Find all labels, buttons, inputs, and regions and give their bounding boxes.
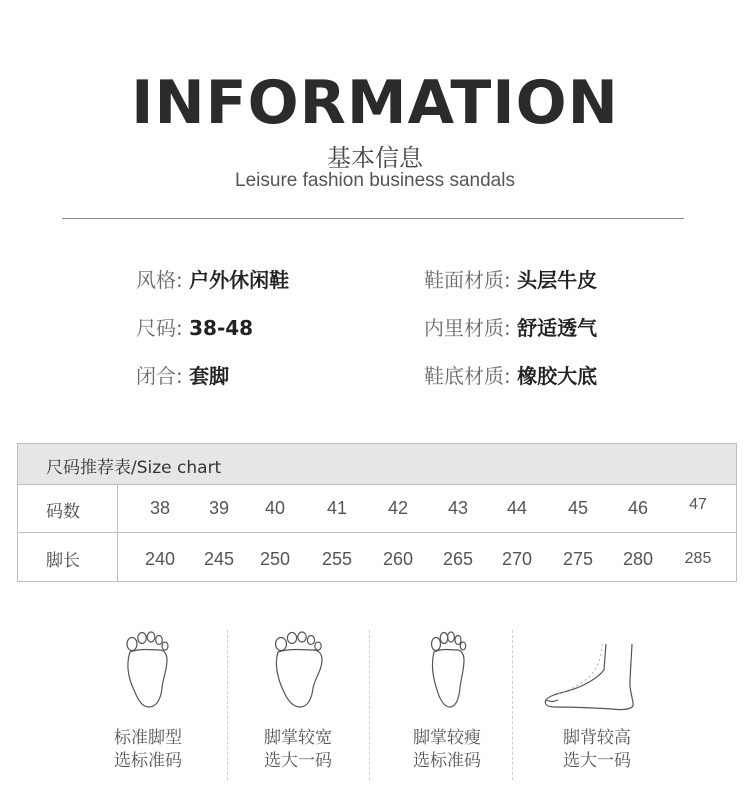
thin-foot-icon (424, 630, 474, 710)
spec-value: 户外休闲鞋 (189, 268, 290, 292)
foot-caption-line1: 标准脚型 (114, 728, 182, 748)
high-instep-foot-icon (540, 640, 640, 712)
table-row-foot-length (18, 533, 736, 581)
table-row-size (18, 484, 736, 533)
length-cell: 285 (684, 550, 712, 567)
foot-caption-line1: 脚掌较瘦 (413, 728, 481, 748)
guide-divider (369, 630, 370, 780)
size-cell: 40 (264, 498, 286, 518)
size-chart-title: 尺码推荐表/Size chart (46, 458, 222, 478)
size-cell: 45 (567, 498, 589, 518)
foot-caption-line2: 选标准码 (413, 751, 481, 771)
size-cell: 43 (447, 498, 469, 518)
spec-key: 鞋面材质: (424, 268, 511, 292)
page-title: INFORMATION (131, 68, 619, 138)
standard-foot-icon (120, 630, 176, 710)
foot-caption-line2: 选标准码 (114, 751, 182, 771)
length-cell: 280 (622, 549, 654, 569)
spec-upper-material (424, 268, 597, 292)
spec-key: 鞋底材质: (424, 364, 511, 388)
foot-caption-line2: 选大一码 (563, 751, 631, 771)
spec-value: 38-48 (189, 316, 254, 340)
size-chart-header (18, 444, 736, 485)
length-cell: 265 (442, 549, 474, 569)
header-divider (62, 218, 684, 219)
length-cell: 275 (562, 549, 594, 569)
spec-value: 橡胶大底 (517, 364, 598, 388)
wide-foot-icon (270, 630, 330, 710)
size-cell: 38 (149, 498, 171, 518)
spec-lining-material (424, 316, 597, 340)
size-cell: 39 (208, 498, 230, 518)
spec-key: 内里材质: (424, 316, 511, 340)
spec-key: 风格: (136, 268, 183, 292)
length-cell: 240 (144, 549, 176, 569)
subtitle-chinese: 基本信息 (327, 144, 423, 172)
subtitle-english: Leisure fashion business sandals (235, 170, 515, 191)
size-chart-table (17, 443, 737, 582)
spec-size (136, 316, 253, 340)
spec-key: 闭合: (136, 364, 183, 388)
length-cell: 250 (259, 549, 291, 569)
spec-sole-material (424, 364, 597, 388)
length-cell: 245 (203, 549, 235, 569)
size-cell: 47 (689, 496, 707, 513)
spec-closure (136, 364, 229, 388)
foot-caption-line1: 脚背较高 (563, 728, 631, 748)
size-cell: 46 (627, 498, 649, 518)
row-label: 码数 (46, 502, 80, 522)
foot-caption-line1: 脚掌较宽 (264, 728, 332, 748)
size-cell: 42 (387, 498, 409, 518)
spec-value: 套脚 (189, 364, 230, 388)
length-cell: 270 (501, 549, 533, 569)
size-cell: 41 (326, 498, 348, 518)
size-cell: 44 (506, 498, 528, 518)
length-cell: 255 (321, 549, 353, 569)
spec-key: 尺码: (136, 316, 183, 340)
row-label: 脚长 (46, 551, 80, 571)
spec-value: 头层牛皮 (517, 268, 598, 292)
length-cell: 260 (382, 549, 414, 569)
spec-style (136, 268, 289, 292)
spec-value: 舒适透气 (517, 316, 598, 340)
foot-caption-line2: 选大一码 (264, 751, 332, 771)
